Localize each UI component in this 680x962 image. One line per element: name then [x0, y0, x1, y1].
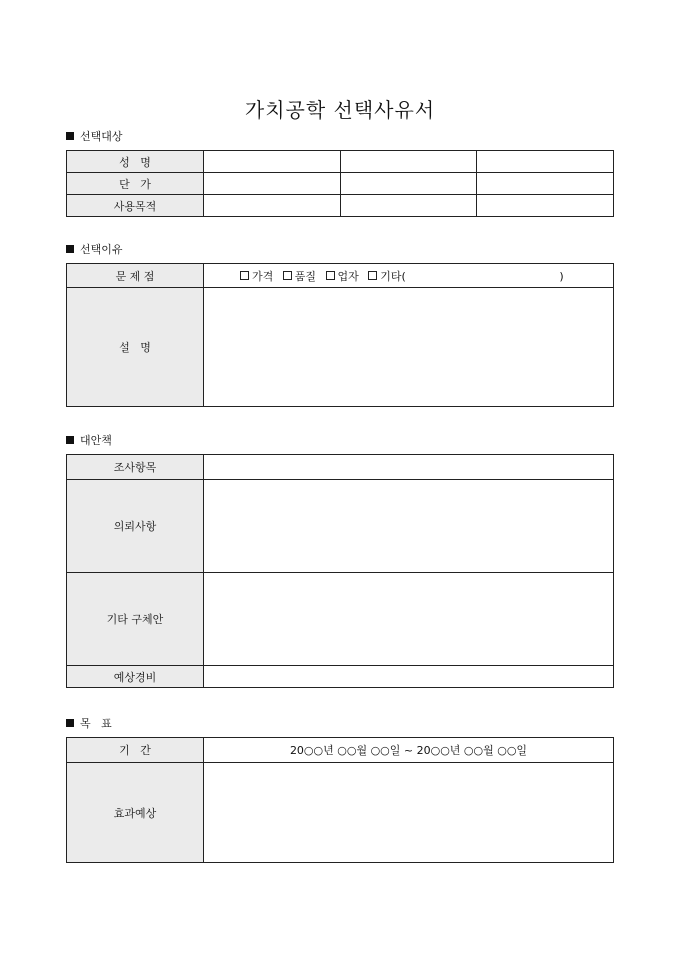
unit-price-label: 단 가 [67, 173, 204, 195]
vendor-option-label: 업자 [337, 269, 359, 283]
request-items-field[interactable] [204, 480, 614, 573]
period-label: 기 간 [67, 738, 204, 763]
purpose-label: 사용목적 [67, 195, 204, 217]
request-items-label: 의뢰사항 [67, 480, 204, 573]
estimated-cost-field[interactable] [204, 666, 614, 688]
table-row [67, 666, 614, 688]
section-heading-alternative [66, 432, 112, 448]
price-checkbox[interactable] [240, 271, 249, 280]
unit-price-field-1[interactable] [204, 173, 341, 195]
table-row [67, 195, 614, 217]
section-heading-text: 목 표 [80, 717, 112, 730]
name-label: 성 명 [67, 151, 204, 173]
explain-label: 설 명 [67, 288, 204, 407]
purpose-field-3[interactable] [477, 195, 614, 217]
section-heading-target [66, 128, 123, 144]
quality-option-label: 품질 [294, 269, 317, 283]
goal-table [66, 737, 614, 863]
square-bullet-icon [66, 132, 74, 140]
table-row [67, 151, 614, 173]
reason-table [66, 263, 614, 407]
square-bullet-icon [66, 245, 74, 253]
section-heading-text: 대안책 [80, 434, 112, 447]
table-row [67, 480, 614, 573]
name-field-3[interactable] [477, 151, 614, 173]
square-bullet-icon [66, 719, 74, 727]
section-heading-text: 선택대상 [80, 130, 123, 143]
section-heading-reason [66, 241, 123, 257]
page-title: 가치공학 선택사유서 [244, 98, 436, 122]
estimated-cost-label: 예상경비 [67, 666, 204, 688]
problem-options [204, 264, 614, 288]
table-row [67, 288, 614, 407]
expected-effect-label: 효과예상 [67, 763, 204, 863]
other-close-paren: ) [559, 269, 564, 283]
survey-items-label: 조사항목 [67, 455, 204, 480]
other-plan-field[interactable] [204, 573, 614, 666]
name-field-2[interactable] [340, 151, 477, 173]
unit-price-field-3[interactable] [477, 173, 614, 195]
quality-checkbox[interactable] [283, 271, 292, 280]
table-row [67, 573, 614, 666]
purpose-field-1[interactable] [204, 195, 341, 217]
unit-price-field-2[interactable] [340, 173, 477, 195]
price-option-label: 가격 [252, 269, 274, 283]
other-option-label: 기타( [380, 269, 406, 283]
table-row [67, 173, 614, 195]
other-checkbox[interactable] [368, 271, 377, 280]
vendor-checkbox[interactable] [326, 271, 335, 280]
section-heading-goal [66, 715, 112, 731]
expected-effect-field[interactable] [204, 763, 614, 863]
square-bullet-icon [66, 436, 74, 444]
survey-items-field[interactable] [204, 455, 614, 480]
table-row [67, 455, 614, 480]
period-value[interactable]: 20○○년 ○○월 ○○일 ~ 20○○년 ○○월 ○○일 [204, 738, 614, 763]
explain-field[interactable] [204, 288, 614, 407]
target-table [66, 150, 614, 217]
other-plan-label: 기타 구체안 [67, 573, 204, 666]
alternative-table [66, 454, 614, 688]
purpose-field-2[interactable] [340, 195, 477, 217]
table-row [67, 738, 614, 763]
name-field-1[interactable] [204, 151, 341, 173]
section-heading-text: 선택이유 [80, 243, 123, 256]
table-row [67, 763, 614, 863]
table-row [67, 264, 614, 288]
problem-label: 문 제 점 [67, 264, 204, 288]
